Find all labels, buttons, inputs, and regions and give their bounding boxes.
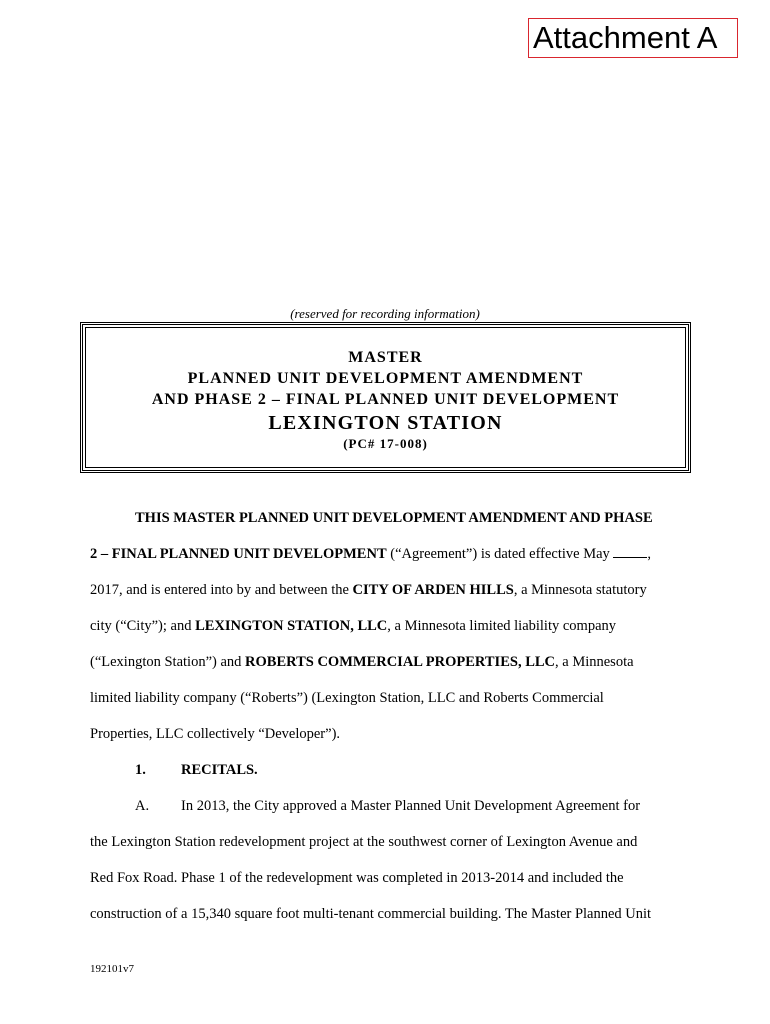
intro-text-2-end: , xyxy=(647,546,652,562)
intro-line-1 xyxy=(135,510,653,527)
section-number: 1. xyxy=(135,762,146,778)
intro-text-5b: , a Minnesota xyxy=(555,654,634,670)
intro-text-4a: city (“City”); and xyxy=(90,618,196,634)
party-lexington: LEXINGTON STATION, LLC xyxy=(195,618,388,634)
intro-line-5 xyxy=(90,654,634,671)
title-project-name: LEXINGTON STATION xyxy=(268,412,503,434)
intro-bold-1: THIS MASTER PLANNED UNIT DEVELOPMENT AMENDMENT AND PHASE xyxy=(135,510,653,526)
date-blank xyxy=(613,548,647,558)
recording-note: (reserved for recording information) xyxy=(290,306,480,321)
section-title: RECITALS. xyxy=(181,762,258,778)
intro-text-2: (“Agreement”) is dated effective May xyxy=(386,546,614,562)
title-box xyxy=(80,322,691,473)
title-line-3: AND PHASE 2 – FINAL PLANNED UNIT DEVELOPMENT xyxy=(151,391,620,408)
recital-a-line-1: In 2013, the City approved a Master Planned Unit Development Agreement for xyxy=(181,798,641,814)
intro-text-4b: , a Minnesota limited liability company xyxy=(387,618,617,634)
title-line-1: MASTER xyxy=(348,349,423,366)
intro-text-5a: (“Lexington Station”) and xyxy=(90,654,246,670)
intro-line-4 xyxy=(90,618,616,635)
intro-text-3b: , a Minnesota statutory xyxy=(513,582,647,598)
document-id-footer: 192101v7 xyxy=(90,963,134,975)
title-case-number: (PC# 17-008) xyxy=(343,436,428,451)
recital-a-letter: A. xyxy=(135,798,150,814)
party-roberts: ROBERTS COMMERCIAL PROPERTIES, LLC xyxy=(245,654,556,670)
intro-bold-2: 2 – FINAL PLANNED UNIT DEVELOPMENT xyxy=(90,546,387,562)
intro-line-6: limited liability company (“Roberts”) (Lexington Station, LLC and Roberts Commercial xyxy=(90,690,604,706)
party-city: CITY OF ARDEN HILLS xyxy=(352,582,514,598)
intro-line-2 xyxy=(90,546,651,563)
title-line-2: PLANNED UNIT DEVELOPMENT AMENDMENT xyxy=(187,370,584,387)
intro-line-3 xyxy=(90,582,647,599)
intro-text-3a: 2017, and is entered into by and between the xyxy=(90,582,353,598)
recital-a-line-4: construction of a 15,340 square foot multi-tenant commercial building. The Master Planned Unit xyxy=(90,906,652,922)
recital-a-line-2: the Lexington Station redevelopment project at the southwest corner of Lexington Avenue and xyxy=(90,834,638,850)
attachment-label: Attachment A xyxy=(528,18,738,58)
intro-line-7: Properties, LLC collectively “Developer”). xyxy=(90,726,341,742)
recital-a-line-3: Red Fox Road. Phase 1 of the redevelopment was completed in 2013-2014 and included the xyxy=(90,870,624,886)
section-1-heading xyxy=(135,762,146,779)
section-1-title xyxy=(181,762,258,779)
